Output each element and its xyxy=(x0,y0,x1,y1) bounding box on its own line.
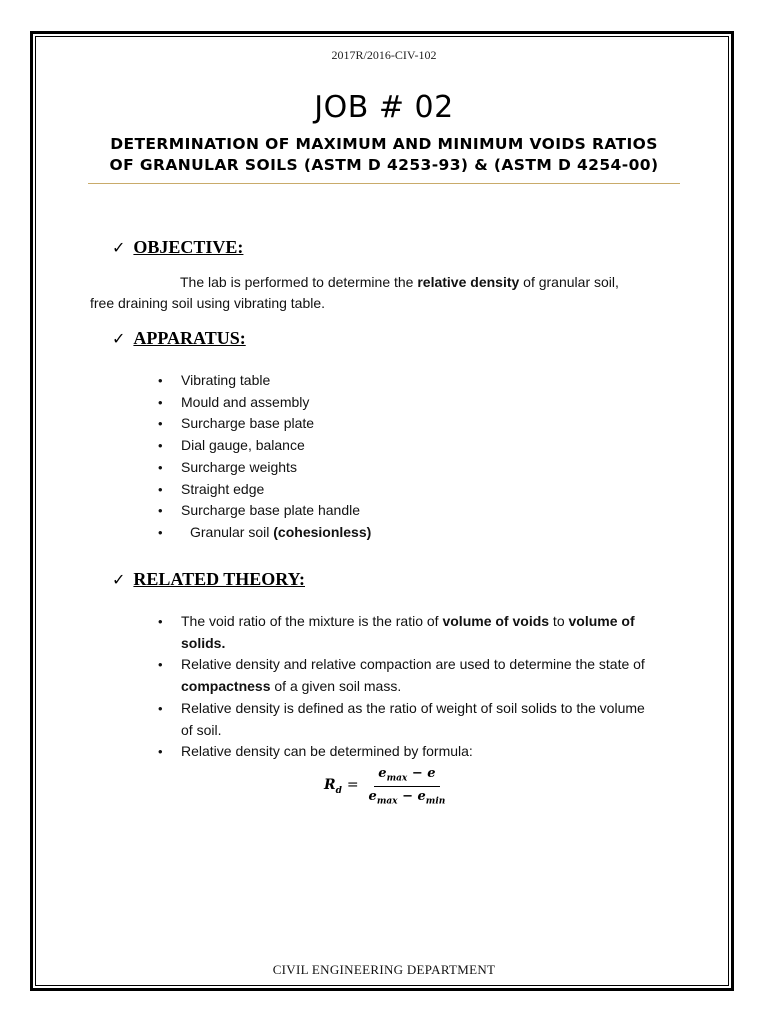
objective-heading xyxy=(112,237,243,258)
theory-list xyxy=(158,611,658,763)
formula-symbol: − e xyxy=(407,766,436,781)
subtitle-line-1: DETERMINATION OF MAXIMUM AND MINIMUM VOIDS RATIOS xyxy=(110,135,658,153)
list-item xyxy=(158,654,658,697)
objective-text-start: The lab is performed to determine the xyxy=(180,274,418,290)
formula-subscript: min xyxy=(425,796,446,807)
subtitle-line-2: OF GRANULAR SOILS (ASTM D 4253-93) & (ASTM D 4254-00) xyxy=(109,156,659,174)
job-subtitle xyxy=(60,134,708,176)
list-item: • Straight edge xyxy=(158,479,371,501)
formula-symbol: R xyxy=(324,776,336,793)
objective-text-bold: relative density xyxy=(417,274,520,290)
list-item: • Dial gauge, balance xyxy=(158,435,371,457)
formula-numerator xyxy=(374,766,439,787)
list-item-bold: (cohesionless) xyxy=(273,523,372,540)
document-code: 2017R/2016-CIV-102 xyxy=(331,48,437,62)
list-item: • Surcharge base plate xyxy=(158,413,371,435)
formula-subscript: d xyxy=(335,785,342,796)
formula-subscript: max xyxy=(376,796,398,807)
checkmark-icon: ✓ xyxy=(112,240,126,257)
apparatus-heading-label: APPARATUS: xyxy=(133,328,246,348)
formula-subscript: max xyxy=(386,773,408,784)
apparatus-heading xyxy=(112,328,246,349)
objective-paragraph xyxy=(90,272,680,314)
formula-equals: = xyxy=(346,776,359,793)
formula-symbol: e xyxy=(368,788,377,804)
theory-bold: volume of solids. xyxy=(181,613,635,651)
theory-heading xyxy=(112,569,305,590)
theory-text: to xyxy=(549,613,569,629)
list-item: • Surcharge base plate handle xyxy=(158,500,371,522)
apparatus-list xyxy=(158,370,371,544)
title-divider xyxy=(88,183,680,184)
theory-bold: volume of voids xyxy=(442,613,550,629)
formula-lhs xyxy=(324,777,359,796)
list-item: • Mould and assembly xyxy=(158,392,371,414)
list-item xyxy=(158,611,658,654)
formula-symbol: − xyxy=(397,788,418,804)
list-item: • Relative density is defined as the ratio of weight of soil solids to the volume of soil. xyxy=(158,698,658,741)
formula-denominator xyxy=(365,787,450,807)
job-title: JOB # 02 xyxy=(314,90,454,125)
list-item: • Vibrating table xyxy=(158,370,371,392)
list-item: • Relative density can be determined by formula: xyxy=(158,741,658,763)
theory-heading-label: RELATED THEORY: xyxy=(133,569,305,589)
list-item-text: Granular soil xyxy=(190,523,274,540)
formula-fraction xyxy=(365,766,450,806)
department-footer: CIVIL ENGINEERING DEPARTMENT xyxy=(272,962,496,977)
list-item: • Surcharge weights xyxy=(158,457,371,479)
checkmark-icon: ✓ xyxy=(112,331,126,348)
formula-symbol: e xyxy=(417,788,426,804)
objective-line-2: free draining soil using vibrating table. xyxy=(90,295,326,311)
list-item xyxy=(158,522,371,544)
relative-density-formula xyxy=(324,766,449,806)
objective-line-1 xyxy=(90,272,680,293)
objective-heading-label: OBJECTIVE: xyxy=(133,237,244,257)
theory-text: The void ratio of the mixture is the ratio of xyxy=(181,613,443,629)
theory-text: of a given soil mass. xyxy=(270,678,402,695)
checkmark-icon: ✓ xyxy=(112,572,126,589)
page-border-inner xyxy=(35,36,729,986)
theory-bold: compactness xyxy=(181,678,271,695)
theory-text: Relative density and relative compaction are used to determine the state of xyxy=(181,656,645,673)
objective-text-end: of granular soil, xyxy=(519,274,619,290)
formula-symbol: e xyxy=(378,766,387,781)
